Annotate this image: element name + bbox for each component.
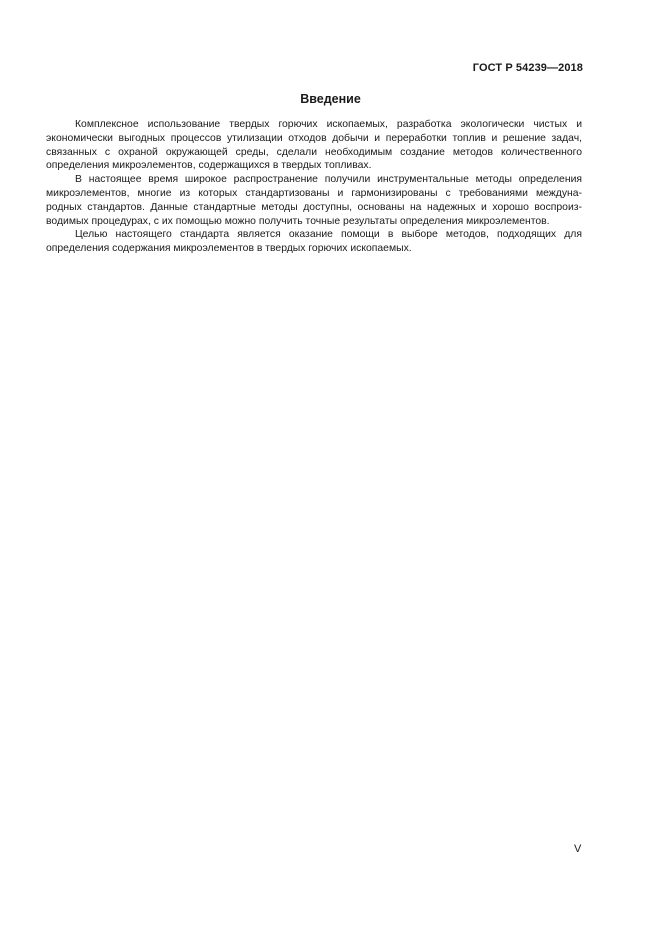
text-line: экономически выгодных процессов утилизации отходов добычи и переработки топлив и решение задач, xyxy=(46,132,582,144)
introduction-text xyxy=(46,118,582,256)
text-line: связанных с охраной окружающей среды, сделали необходимым создание методов количественного xyxy=(46,146,582,158)
paragraph xyxy=(46,228,582,256)
text-line: водимых процедурах, с их помощью можно получить точные результаты определения микроэлементов. xyxy=(46,215,550,227)
text-line: родных стандартов. Данные стандартные методы доступны, основаны на надежных и хорошо воспроиз- xyxy=(46,201,582,213)
paragraph xyxy=(46,118,582,173)
text-line: В настоящее время широкое распространение получили инструментальные методы определения xyxy=(75,174,582,186)
text-line: Целью настоящего стандарта является оказание помощи в выборе методов, подходящих для xyxy=(75,229,582,241)
text-line: Комплексное использование твердых горючих ископаемых, разработка экологически чистых и xyxy=(75,119,582,130)
page-number: V xyxy=(574,843,582,855)
paragraph xyxy=(46,173,582,228)
section-title: Введение xyxy=(300,92,361,106)
text-line: микроэлементов, многие из которых стандартизованы и гармонизированы с требованиями междуна- xyxy=(46,187,582,199)
document-code: ГОСТ Р 54239—2018 xyxy=(472,62,583,74)
text-line: определения содержания микроэлементов в твердых горючих ископаемых. xyxy=(46,243,412,255)
text-line: определения микроэлементов, содержащихся в твердых топливах. xyxy=(46,160,372,172)
